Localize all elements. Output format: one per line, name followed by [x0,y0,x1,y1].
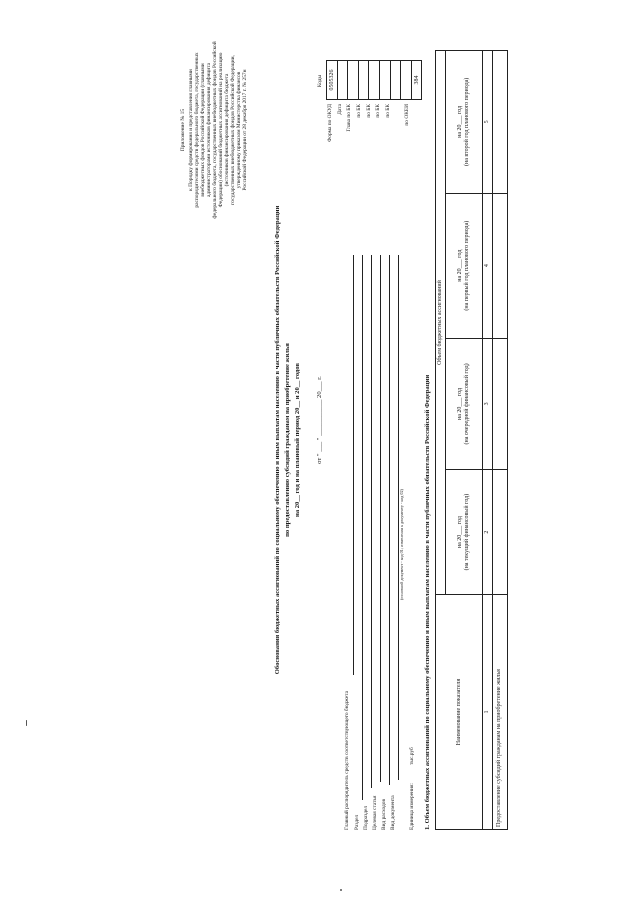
appendix-line: государственных внебюджетных фондов Российской Федерации, [230,55,236,205]
form-title: Обоснования бюджетных ассигнований по социальному обеспечению и иным выплатам населению в части публичных обязательств Российской Федерации [274,205,281,675]
appendix-line: (источников финансирования дефицита бюджета [224,73,230,187]
code-value: 384 [411,61,422,100]
appendix-line: Федерации) обоснований бюджетных ассигнований на реализацию [218,52,224,208]
scan-speck [26,720,27,726]
col-number: 2 [482,470,492,595]
field-line [371,255,372,788]
scan-speck [340,889,342,891]
codes-row [337,61,348,100]
appendix-line: утвержденному приказом Министерства финансов [236,71,242,189]
row-value [492,51,507,194]
field-line [380,255,381,782]
year-desc: (на текущий финансовый год) [463,493,470,571]
code-label: по БК [356,104,362,118]
code-label: по БК [375,104,381,118]
codes-row [358,61,369,100]
code-label: по ОКЕИ [404,104,410,126]
field-line [362,255,363,800]
codes-header: Коды [317,74,323,88]
col-number: 5 [482,51,492,194]
field-unit-label: Единица измерения: [409,783,415,830]
year-label: на 20___ год [457,516,463,549]
year-desc: (на первый год планового периода) [463,220,470,311]
field-document-type: Вид документа [390,795,396,830]
field-expense-type: Вид расходов [381,799,387,830]
table-row [492,51,507,830]
codes-row [411,61,422,100]
year-label: на 20___ год [457,249,463,282]
codes-row [369,61,380,100]
col-name-header: Наименование показателя [436,595,483,830]
appendix-line: федерального бюджета, государственных внебюджетных фондов Российской [212,41,218,219]
year-col-header [445,470,482,595]
form-subtitle: по предоставлению субсидий гражданам на приобретение жилья [284,343,291,537]
year-desc: (на очередной финансовый год) [463,363,470,445]
codes-row [348,61,359,100]
form-period: на 20__ год и на плановый период 20__ и 20__ годов [294,363,301,517]
appendix-line: Приложение № 15 [180,108,186,152]
row-value [492,193,507,338]
col-number: 3 [482,338,492,470]
year-col-header [445,338,482,470]
rotated-form [156,20,636,860]
year-col-header [445,51,482,194]
field-unit-value: тыс.руб [409,747,415,765]
year-label: на 20___ год [457,105,463,138]
col-number: 4 [482,193,492,338]
table-number-row [482,51,492,830]
field-target-article: Целевая статья [372,795,378,830]
table-header-row [436,51,446,830]
code-label: по БК [366,104,372,118]
date-line: от " ___ " ___________ 20___ г. [316,376,323,464]
allocations-table [435,50,508,830]
code-value [379,61,390,100]
appendix-line: Российской Федерации от 28 декабря 2017 г. № 257н [242,69,248,191]
col-number: 1 [482,595,492,830]
field-line [353,255,354,675]
code-label: Глава по БК [346,104,352,132]
field-section: Раздел [354,814,360,830]
group-header: Объем бюджетных ассигнований [436,51,446,595]
code-value [369,61,380,100]
row-name: Предоставление субсидий гражданам на приобретение жилья [492,595,507,830]
code-value [337,61,348,100]
codes-row [379,61,390,100]
row-value [492,470,507,595]
year-label: на 20___ год [457,387,463,420]
code-value [348,61,359,100]
appendix-line: администраторами источников финансирования дефицита [206,62,212,198]
row-value [492,338,507,470]
appendix-line: внебюджетных фондов Российской Федерации (главными [200,63,206,197]
code-value [390,61,401,100]
codes-table [326,60,422,100]
field-main-manager: Главный распорядитель средств соответствующего бюджета [344,691,350,830]
code-label: Дата [337,104,343,115]
year-col-header [445,193,482,338]
section1-title: 1. Объем бюджетных ассигнований по социальному обеспечению и иным выплатам населению в части публичных обязательств Российской Федерации [424,374,431,830]
appendix-block [180,25,248,235]
code-label: Форма по ОКУД [327,104,333,142]
appendix-line: к Порядку формирования и представления главными [188,69,194,191]
doc-type-hint: (основной документ - код 01; изменения к документу - код 02) [399,489,404,600]
codes-row [390,61,401,100]
code-label: по БК [385,104,391,118]
codes-row [401,61,412,100]
code-value [358,61,369,100]
code-value [401,61,412,100]
appendix-line: распорядителями средств федерального бюджета, государственных [194,52,200,208]
field-line [389,255,390,785]
field-subsection: Подраздел [363,805,369,830]
year-desc: (на второй год планового периода) [463,77,470,166]
codes-row [327,61,338,100]
code-value: 0505326 [327,61,338,100]
